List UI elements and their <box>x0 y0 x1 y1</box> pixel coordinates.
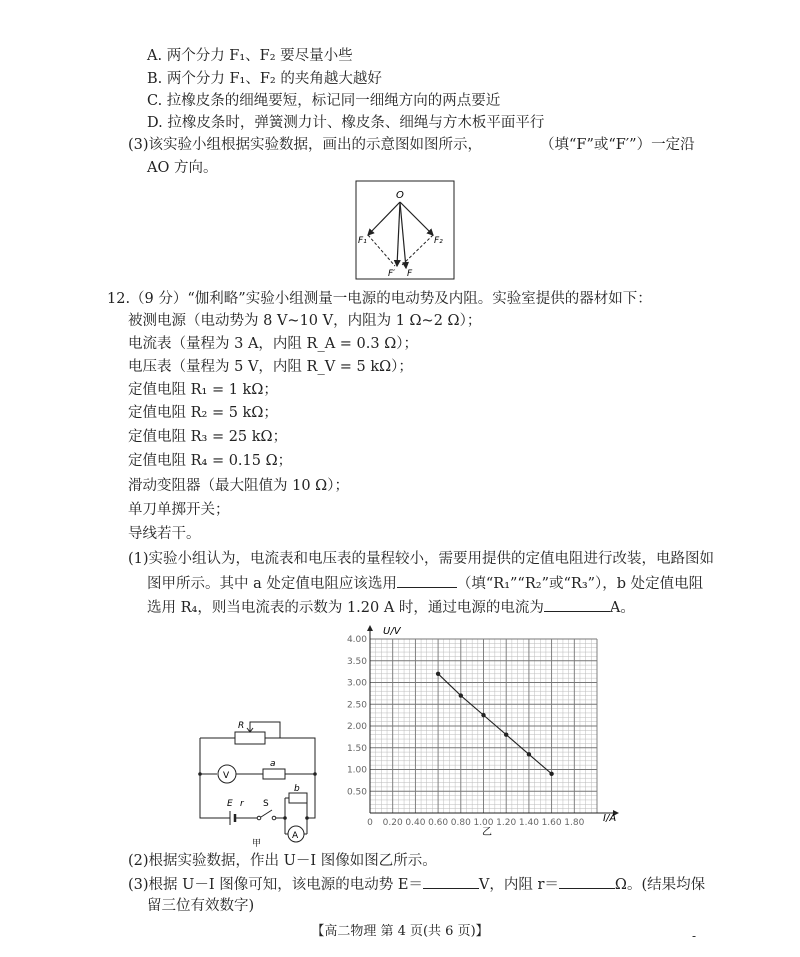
data-point <box>504 733 508 737</box>
q12-item: 导线若干。 <box>128 526 201 542</box>
q12-part2: (2)根据实验数据，作出 U－I 图像如图乙所示。 <box>128 853 437 869</box>
y-tick-label: 0.50 <box>346 787 367 798</box>
answer-blank-current[interactable] <box>544 597 610 612</box>
q12-item: 定值电阻 R₃ = 25 kΩ； <box>128 429 288 445</box>
label-a: a <box>270 759 276 769</box>
caption-jia: 甲 <box>252 839 262 848</box>
label-r-rheostat: R <box>238 721 245 731</box>
y-tick-label: 1.00 <box>346 765 367 776</box>
q11-part3-text: (3)该实验小组根据实验数据，画出的示意图如图所示， <box>128 137 483 153</box>
q12-part3: (3)根据 U－I 图像可知，该电源的电动势 E＝ V，内阻 r＝ Ω。(结果均保 <box>128 874 705 895</box>
x-tick-label: 0.80 <box>450 818 471 828</box>
q12-item: 单刀单掷开关； <box>128 502 230 518</box>
answer-blank-emf[interactable] <box>423 874 479 889</box>
q11-option-c: C. 拉橡皮条的细绳要短，标记同一细绳方向的两点要近 <box>147 93 501 109</box>
label-r-internal: r <box>240 799 244 809</box>
data-point <box>481 713 485 717</box>
x-tick-label: 1.60 <box>541 818 562 828</box>
q12-item: 电压表（量程为 5 V，内阻 R_V = 5 kΩ）； <box>128 359 413 375</box>
y-tick-label: 3.00 <box>346 678 367 689</box>
q12-part1-line2: 图甲所示。其中 a 处定值电阻应该选用 （填“R₁”“R₂”或“R₃”），b 处定值电阻 <box>147 573 703 594</box>
q11-part3-direction: AO 方向。 <box>147 160 218 176</box>
y-tick-label: 2.50 <box>346 700 367 711</box>
q12-item: 定值电阻 R₄ = 0.15 Ω； <box>128 453 293 469</box>
q12-item: 电流表（量程为 3 A，内阻 R_A = 0.3 Ω）； <box>128 336 418 352</box>
x-tick-label: 1.20 <box>496 818 517 828</box>
f-label: F <box>407 269 413 279</box>
y-tick-label: 4.00 <box>346 635 367 645</box>
q11-option-d: D. 拉橡皮条时，弹簧测力计、橡皮条、细绳与方木板平面平行 <box>147 115 545 131</box>
x-tick-label: 0.60 <box>428 818 449 828</box>
label-ammeter: A <box>292 831 299 841</box>
label-e: E <box>227 799 233 809</box>
q11-part3-fill-hint: （填“F”或“F′”）一定沿 <box>540 137 695 153</box>
y-tick-label: 3.50 <box>346 656 367 667</box>
label-v: V <box>223 771 230 781</box>
page-footer: 【高二物理 第 4 页(共 6 页)】 <box>311 924 489 939</box>
label-s: S <box>263 799 269 809</box>
point-o-label: O <box>396 190 404 201</box>
q12-part3-cont: 留三位有效数字) <box>147 898 255 914</box>
label-b: b <box>294 784 300 794</box>
f-prime-label: F′ <box>388 269 396 279</box>
y-axis-arrow <box>367 625 373 631</box>
resistor-b <box>289 793 307 803</box>
q12-item: 定值电阻 R₂ = 5 kΩ； <box>128 405 278 421</box>
f1-label: F₁ <box>358 236 367 246</box>
ui-graph <box>335 625 635 845</box>
x-tick-label: 0 <box>367 818 373 828</box>
answer-blank-resistance[interactable] <box>559 874 615 889</box>
y-axis-label: U/V <box>383 626 401 637</box>
caption-yi: 乙 <box>482 827 492 838</box>
x-tick-label: 1.00 <box>473 818 494 828</box>
q12-item: 滑动变阻器（最大阻值为 10 Ω）； <box>128 478 349 494</box>
circuit-diagram <box>190 713 330 848</box>
q12-item: 被测电源（电动势为 8 V~10 V，内阻为 1 Ω~2 Ω）； <box>128 313 482 329</box>
q12-part1-line1: (1)实验小组认为，电流表和电压表的量程较小，需要用提供的定值电阻进行改装，电路图如 <box>128 551 715 567</box>
corner-mark: - <box>692 929 697 943</box>
x-tick-label: 0.40 <box>405 818 426 828</box>
data-point <box>527 752 531 756</box>
data-point <box>459 693 463 697</box>
q11-option-a: A. 两个分力 F₁、F₂ 要尽量小些 <box>147 48 353 64</box>
data-point <box>549 772 553 776</box>
y-tick-label: 2.00 <box>346 722 367 732</box>
resistor-a <box>263 769 285 779</box>
q11-option-b: B. 两个分力 F₁、F₂ 的夹角越大越好 <box>147 71 382 87</box>
y-tick-label: 1.50 <box>346 743 367 754</box>
data-point <box>436 672 440 676</box>
answer-blank-a[interactable] <box>397 573 457 588</box>
f2-label: F₂ <box>434 236 443 246</box>
x-axis-label: I/A <box>603 813 617 824</box>
q12-item: 定值电阻 R₁ = 1 kΩ； <box>128 382 278 398</box>
x-tick-label: 1.80 <box>564 818 585 828</box>
q12-part1-line3: 选用 R₄，则当电流表的示数为 1.20 A 时，通过电源的电流为 A。 <box>147 597 635 618</box>
q12-intro: 12.（9 分）“伽利略”实验小组测量一电源的电动势及内阻。实验室提供的器材如下： <box>107 291 652 307</box>
rheostat <box>235 732 265 744</box>
x-tick-label: 0.20 <box>382 818 403 828</box>
x-tick-label: 1.40 <box>518 818 539 828</box>
force-diagram <box>355 180 455 280</box>
